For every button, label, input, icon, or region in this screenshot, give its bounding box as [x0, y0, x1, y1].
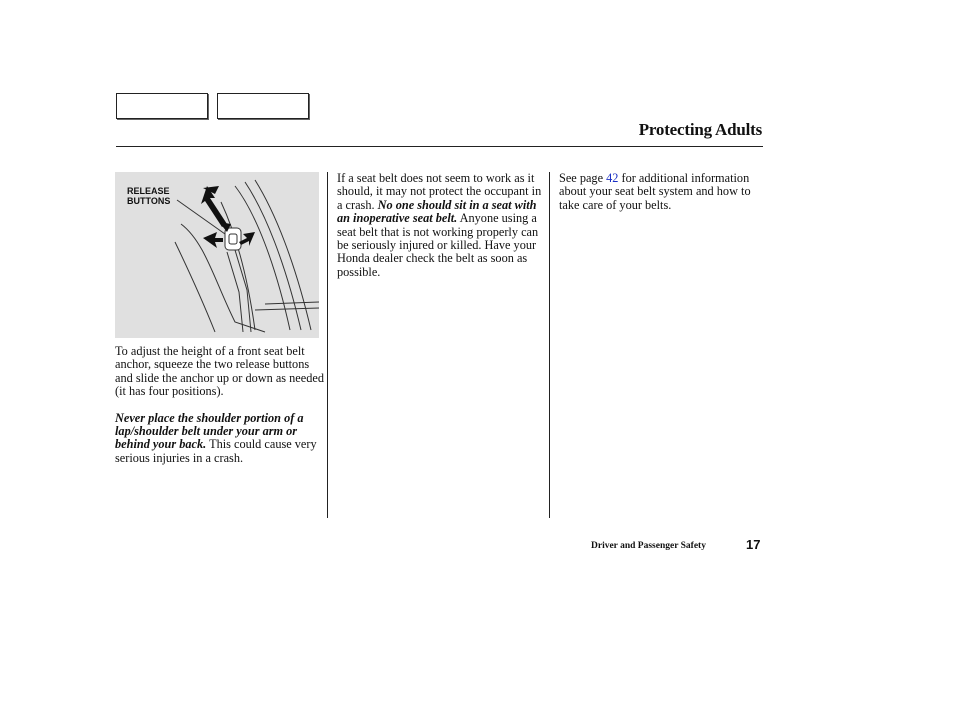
footer-section-name: Driver and Passenger Safety — [591, 541, 706, 551]
column-1-text — [115, 345, 325, 465]
inoperative-bold-text: No one should sit in a seat with an inoperative seat belt. — [337, 197, 537, 226]
release-buttons-label: RELEASE BUTTONS — [127, 186, 171, 206]
column-2-text — [337, 172, 543, 279]
nav-button-next[interactable] — [217, 93, 309, 119]
inoperative-rest-text: Anyone using a seat belt that is not working properly can be seriously injured or killed. Have your Honda dealer check the belt as soon as possible. — [337, 211, 539, 279]
inoperative-belt-paragraph — [337, 172, 543, 279]
see-page-rest-text: for additional information about your seat belt system and how to take care of your belts. — [559, 171, 751, 212]
page-title: Protecting Adults — [638, 120, 762, 139]
warning-rest-text: This could cause very serious injuries in a crash. — [115, 437, 317, 465]
height-adjust-paragraph: To adjust the height of a front seat belt anchor, squeeze the two release buttons and slide the anchor up or down as needed (it has four positions). — [115, 344, 324, 399]
nav-button-previous[interactable] — [116, 93, 208, 119]
column-divider-1 — [327, 172, 328, 518]
page-42-link[interactable]: 42 — [606, 171, 619, 185]
warning-paragraph — [115, 412, 325, 466]
column-divider-2 — [549, 172, 550, 518]
see-page-paragraph — [559, 172, 763, 212]
warning-bold-text: Never place the shoulder portion of a lap/shoulder belt under your arm or behind your back. — [115, 410, 304, 452]
seat-belt-anchor-figure — [115, 172, 319, 338]
inoperative-intro-text: If a seat belt does not seem to work as it should, it may not protect the occupant in a crash. — [337, 171, 542, 212]
column-3-text — [559, 172, 763, 212]
title-divider — [116, 146, 763, 147]
footer-page-number: 17 — [746, 537, 761, 552]
see-page-text: See page — [559, 171, 607, 185]
